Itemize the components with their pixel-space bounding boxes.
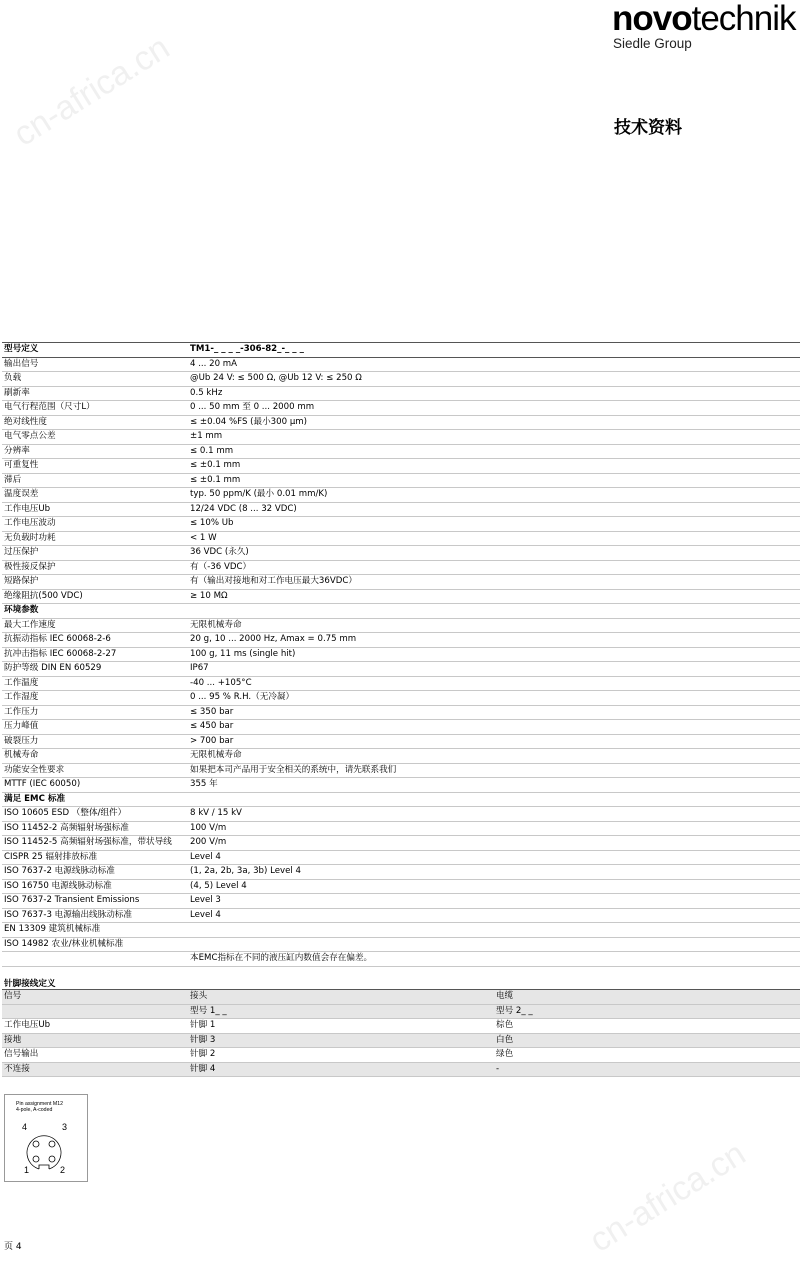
pin-header-cell: 接头 (188, 990, 494, 1005)
spec-row (2, 357, 800, 372)
spec-value: TM1-_ _ _ _-306-82_-_ _ _ (188, 343, 800, 358)
spec-value: ±1 mm (188, 430, 800, 445)
spec-value: 无限机械寿命 (188, 618, 800, 633)
spec-value: 100 V/m (188, 821, 800, 836)
spec-row (2, 865, 800, 880)
spec-value: > 700 bar (188, 734, 800, 749)
spec-row (2, 807, 800, 822)
spec-value: Level 4 (188, 908, 800, 923)
spec-label: 短路保护 (2, 575, 188, 590)
spec-row (2, 604, 800, 619)
spec-label: ISO 7637-2 电源线脉动标准 (2, 865, 188, 880)
spec-value: 200 V/m (188, 836, 800, 851)
spec-value: IP67 (188, 662, 800, 677)
spec-row (2, 386, 800, 401)
spec-row (2, 560, 800, 575)
pin-row (2, 1033, 800, 1048)
pin-header-row (2, 990, 800, 1005)
spec-row (2, 705, 800, 720)
spec-label: 抗振动指标 IEC 60068-2-6 (2, 633, 188, 648)
spec-label: 刷新率 (2, 386, 188, 401)
spec-value (188, 923, 800, 938)
spec-row (2, 923, 800, 938)
spec-label: ISO 11452-5 高频辐射场强标准，带状导线 (2, 836, 188, 851)
spec-row (2, 415, 800, 430)
spec-value: (4, 5) Level 4 (188, 879, 800, 894)
spec-label: 最大工作速度 (2, 618, 188, 633)
spec-label: 极性接反保护 (2, 560, 188, 575)
spec-row (2, 502, 800, 517)
spec-row (2, 792, 800, 807)
spec-row (2, 343, 800, 358)
pin-1 (33, 1156, 39, 1162)
spec-label: ISO 7637-2 Transient Emissions (2, 894, 188, 909)
spec-label: 可重复性 (2, 459, 188, 474)
pin-cell: 信号输出 (2, 1048, 188, 1063)
spec-row (2, 575, 800, 590)
pin-cell: 不连接 (2, 1062, 188, 1077)
pin-2 (49, 1156, 55, 1162)
diagram-caption-line1: Pin assignment M12 (16, 1101, 63, 1107)
spec-row (2, 430, 800, 445)
spec-row (2, 647, 800, 662)
spec-label: 机械寿命 (2, 749, 188, 764)
connector-key (39, 1165, 49, 1169)
spec-label: 过压保护 (2, 546, 188, 561)
spec-value (188, 792, 800, 807)
pin-cell: 棕色 (494, 1019, 800, 1034)
spec-value: 100 g, 11 ms (single hit) (188, 647, 800, 662)
pin-header-cell: 型号 1_ _ (188, 1004, 494, 1019)
spec-row (2, 850, 800, 865)
spec-value: Level 4 (188, 850, 800, 865)
spec-label: 型号定义 (2, 343, 188, 358)
spec-row (2, 444, 800, 459)
spec-label: 工作湿度 (2, 691, 188, 706)
pin-assignment-table-body (2, 990, 800, 1077)
pin-section-title: 针脚接线定义 (4, 979, 56, 989)
connector-drawing (5, 1095, 87, 1181)
spec-value: 0.5 kHz (188, 386, 800, 401)
spec-label: ISO 16750 电源线脉动标准 (2, 879, 188, 894)
spec-row (2, 473, 800, 488)
spec-label: 压力峰值 (2, 720, 188, 735)
document-title: 技术资料 (614, 118, 682, 138)
spec-label: 绝对线性度 (2, 415, 188, 430)
pin-cell: 针脚 2 (188, 1048, 494, 1063)
spec-value: 355 年 (188, 778, 800, 793)
pin-label-3: 3 (62, 1122, 68, 1132)
spec-label: 破裂压力 (2, 734, 188, 749)
pin-cell: 绿色 (494, 1048, 800, 1063)
spec-row (2, 734, 800, 749)
spec-value (188, 604, 800, 619)
spec-value: ≤ 450 bar (188, 720, 800, 735)
spec-label: 分辨率 (2, 444, 188, 459)
pin-cell: 针脚 4 (188, 1062, 494, 1077)
specification-table (2, 342, 800, 967)
pin-label-4: 4 (22, 1122, 28, 1132)
pin-cell: 白色 (494, 1033, 800, 1048)
spec-row (2, 937, 800, 952)
spec-row (2, 879, 800, 894)
spec-label (2, 952, 188, 967)
spec-value: ≤ 350 bar (188, 705, 800, 720)
spec-row (2, 778, 800, 793)
page-number: 页 4 (4, 1242, 22, 1252)
spec-row (2, 836, 800, 851)
spec-label: 抗冲击指标 IEC 60068-2-27 (2, 647, 188, 662)
spec-label: 工作压力 (2, 705, 188, 720)
spec-value: 有（输出对接地和对工作电压最大36VDC） (188, 575, 800, 590)
pin-header-row (2, 1004, 800, 1019)
spec-value: ≤ ±0.1 mm (188, 473, 800, 488)
spec-row (2, 720, 800, 735)
pin-assignment-table (2, 989, 800, 1077)
pin-cell: 工作电压Ub (2, 1019, 188, 1034)
spec-value: 8 kV / 15 kV (188, 807, 800, 822)
spec-label: MTTF (IEC 60050) (2, 778, 188, 793)
spec-label: 工作电压Ub (2, 502, 188, 517)
spec-row (2, 372, 800, 387)
spec-label: ISO 7637-3 电源输出线脉动标准 (2, 908, 188, 923)
brand-wordmark: novotechnik (612, 0, 796, 38)
spec-row (2, 459, 800, 474)
spec-value: 无限机械寿命 (188, 749, 800, 764)
pin-header-cell: 电缆 (494, 990, 800, 1005)
watermark: cn-africa.cn (583, 1134, 753, 1260)
pin-cell: 针脚 1 (188, 1019, 494, 1034)
spec-label: 温度误差 (2, 488, 188, 503)
pin-row (2, 1048, 800, 1063)
spec-row (2, 517, 800, 532)
spec-label: 电气零点公差 (2, 430, 188, 445)
spec-value: 20 g, 10 ... 2000 Hz, Amax = 0.75 mm (188, 633, 800, 648)
pin-cell: 针脚 3 (188, 1033, 494, 1048)
spec-value: 本EMC指标在不同的液压缸内数值会存在偏差。 (188, 952, 800, 967)
spec-value: ≤ 10% Ub (188, 517, 800, 532)
spec-row (2, 618, 800, 633)
spec-label: 环境参数 (2, 604, 188, 619)
spec-value: 4 ... 20 mA (188, 357, 800, 372)
spec-row (2, 763, 800, 778)
spec-value: 0 ... 95 % R.H.（无冷凝） (188, 691, 800, 706)
spec-value: -40 ... +105°C (188, 676, 800, 691)
spec-value: 有（-36 VDC） (188, 560, 800, 575)
connector-outline (27, 1136, 61, 1169)
spec-label: 功能安全性要求 (2, 763, 188, 778)
spec-label: 负载 (2, 372, 188, 387)
spec-row (2, 589, 800, 604)
spec-row (2, 894, 800, 909)
spec-value: < 1 W (188, 531, 800, 546)
spec-row (2, 401, 800, 416)
pin-header-cell: 信号 (2, 990, 188, 1005)
spec-row (2, 676, 800, 691)
spec-label: 滞后 (2, 473, 188, 488)
spec-row (2, 952, 800, 967)
spec-row (2, 546, 800, 561)
spec-value: 36 VDC (永久) (188, 546, 800, 561)
brand-logo (612, 2, 800, 51)
spec-label: 绝缘阻抗(500 VDC) (2, 589, 188, 604)
spec-row (2, 633, 800, 648)
spec-label: 防护等级 DIN EN 60529 (2, 662, 188, 677)
spec-value: ≤ ±0.1 mm (188, 459, 800, 474)
spec-label: ISO 10605 ESD （整体/组件） (2, 807, 188, 822)
pin-label-1: 1 (24, 1165, 30, 1175)
pin-row (2, 1019, 800, 1034)
spec-row (2, 908, 800, 923)
spec-value: @Ub 24 V: ≤ 500 Ω, @Ub 12 V: ≤ 250 Ω (188, 372, 800, 387)
pin-cell: 接地 (2, 1033, 188, 1048)
pin-3 (49, 1141, 55, 1147)
spec-value (188, 937, 800, 952)
pin-header-cell: 型号 2_ _ (494, 1004, 800, 1019)
spec-label: 电气行程范围（尺寸L） (2, 401, 188, 416)
spec-row (2, 691, 800, 706)
spec-value: Level 3 (188, 894, 800, 909)
diagram-caption-line2: 4-pole, A-coded (16, 1107, 53, 1113)
spec-row (2, 662, 800, 677)
pin-header-cell (2, 1004, 188, 1019)
pin-row (2, 1062, 800, 1077)
spec-row (2, 488, 800, 503)
pin-cell: - (494, 1062, 800, 1077)
spec-label: CISPR 25 辐射排放标准 (2, 850, 188, 865)
spec-value: 0 ... 50 mm 至 0 ... 2000 mm (188, 401, 800, 416)
spec-label: ISO 14982 农业/林业机械标准 (2, 937, 188, 952)
spec-label: 工作温度 (2, 676, 188, 691)
spec-row (2, 531, 800, 546)
spec-row (2, 749, 800, 764)
spec-value: ≤ ±0.04 %FS (最小300 μm) (188, 415, 800, 430)
watermark: cn-africa.cn (7, 28, 177, 154)
spec-value: 12/24 VDC (8 ... 32 VDC) (188, 502, 800, 517)
spec-label: ISO 11452-2 高频辐射场强标准 (2, 821, 188, 836)
brand-subtitle: Siedle Group (613, 36, 692, 51)
spec-value: 如果把本司产品用于安全相关的系统中，请先联系我们 (188, 763, 800, 778)
spec-value: ≤ 0.1 mm (188, 444, 800, 459)
spec-value: (1, 2a, 2b, 3a, 3b) Level 4 (188, 865, 800, 880)
spec-value: typ. 50 ppm/K (最小 0.01 mm/K) (188, 488, 800, 503)
spec-label: 输出信号 (2, 357, 188, 372)
spec-label: 无负载时功耗 (2, 531, 188, 546)
spec-label: 工作电压波动 (2, 517, 188, 532)
pin-label-2: 2 (60, 1165, 66, 1175)
spec-row (2, 821, 800, 836)
spec-value: ≥ 10 MΩ (188, 589, 800, 604)
pin-assignment-diagram (4, 1094, 88, 1182)
spec-label: EN 13309 建筑机械标准 (2, 923, 188, 938)
pin-4 (33, 1141, 39, 1147)
spec-label: 满足 EMC 标准 (2, 792, 188, 807)
specification-table-body (2, 343, 800, 967)
